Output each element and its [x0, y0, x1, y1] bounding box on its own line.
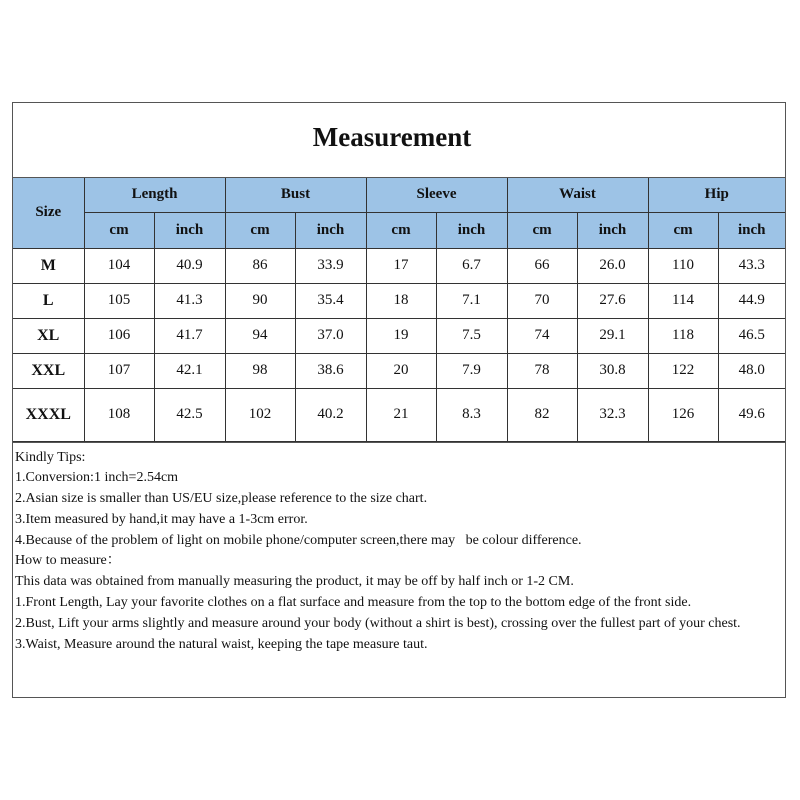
unit-header: inch [295, 212, 366, 248]
table-cell: 17 [366, 248, 436, 283]
table-cell: 41.7 [154, 318, 225, 353]
table-row [13, 318, 785, 353]
table-cell: 46.5 [718, 318, 785, 353]
tip-line: 1.Conversion:1 inch=2.54cm [15, 470, 179, 486]
table-cell: 30.8 [577, 353, 648, 388]
table-cell: 44.9 [718, 283, 785, 318]
group-header-waist: Waist [507, 178, 648, 212]
table-cell: 107 [84, 353, 154, 388]
group-header-length: Length [84, 178, 225, 212]
table-cell: 94 [225, 318, 295, 353]
table-row [13, 353, 785, 388]
size-label: XXL [13, 353, 84, 388]
size-label: M [13, 248, 84, 283]
table-cell: 43.3 [718, 248, 785, 283]
table-cell: 105 [84, 283, 154, 318]
table-cell: 110 [648, 248, 718, 283]
measure-heading: How to measure： [15, 553, 121, 569]
unit-header: cm [225, 212, 295, 248]
unit-header: cm [507, 212, 577, 248]
table-cell: 7.9 [436, 353, 507, 388]
table-cell: 90 [225, 283, 295, 318]
unit-header: cm [366, 212, 436, 248]
table-cell: 126 [648, 388, 718, 441]
table-cell: 18 [366, 283, 436, 318]
table-cell: 42.1 [154, 353, 225, 388]
table-cell: 19 [366, 318, 436, 353]
table-cell: 86 [225, 248, 295, 283]
measure-line: This data was obtained from manually measuring the product, it may be off by half inch or 1-2 CM. [15, 574, 574, 590]
table-cell: 27.6 [577, 283, 648, 318]
tip-line: 3.Item measured by hand,it may have a 1-3cm error. [15, 511, 308, 527]
tip-line: 2.Asian size is smaller than US/EU size,please reference to the size chart. [15, 491, 428, 507]
table-cell: 82 [507, 388, 577, 441]
table-cell: 106 [84, 318, 154, 353]
title-row [13, 103, 785, 178]
unit-header: inch [154, 212, 225, 248]
table-cell: 108 [84, 388, 154, 441]
table-cell: 20 [366, 353, 436, 388]
table-cell: 40.2 [295, 388, 366, 441]
table-cell: 70 [507, 283, 577, 318]
table-cell: 7.1 [436, 283, 507, 318]
tips-heading: Kindly Tips: [15, 449, 86, 465]
table-cell: 78 [507, 353, 577, 388]
chart-title: Measurement [312, 121, 472, 152]
unit-header: inch [436, 212, 507, 248]
table-cell: 40.9 [154, 248, 225, 283]
unit-header: cm [648, 212, 718, 248]
table-cell: 21 [366, 388, 436, 441]
size-table [13, 178, 785, 442]
table-cell: 29.1 [577, 318, 648, 353]
measure-line: 1.Front Length, Lay your favorite clothes on a flat surface and measure from the top to the bottom edge of the front side. [15, 595, 692, 611]
table-cell: 8.3 [436, 388, 507, 441]
unit-header: cm [84, 212, 154, 248]
table-cell: 66 [507, 248, 577, 283]
group-header-bust: Bust [225, 178, 366, 212]
table-cell: 41.3 [154, 283, 225, 318]
table-cell: 48.0 [718, 353, 785, 388]
table-cell: 49.6 [718, 388, 785, 441]
table-cell: 33.9 [295, 248, 366, 283]
tips-section [13, 442, 785, 656]
table-cell: 37.0 [295, 318, 366, 353]
table-cell: 118 [648, 318, 718, 353]
table-cell: 114 [648, 283, 718, 318]
measure-line: 3.Waist, Measure around the natural waist, keeping the tape measure taut. [15, 636, 428, 652]
table-cell: 98 [225, 353, 295, 388]
table-cell: 104 [84, 248, 154, 283]
table-cell: 7.5 [436, 318, 507, 353]
table-row [13, 388, 785, 441]
size-label: XL [13, 318, 84, 353]
size-label: XXXL [13, 388, 84, 441]
table-cell: 122 [648, 353, 718, 388]
table-cell: 74 [507, 318, 577, 353]
unit-header: inch [577, 212, 648, 248]
size-chart-sheet [12, 102, 786, 698]
table-cell: 26.0 [577, 248, 648, 283]
measure-line: 2.Bust, Lift your arms slightly and measure around your body (without a shirt is best), crossing over the fullest part of your chest. [15, 615, 741, 631]
table-cell: 42.5 [154, 388, 225, 441]
size-label: L [13, 283, 84, 318]
tip-line: 4.Because of the problem of light on mobile phone/computer screen,there may be colour difference. [15, 532, 582, 548]
group-header-hip: Hip [648, 178, 785, 212]
table-cell: 102 [225, 388, 295, 441]
table-row [13, 248, 785, 283]
table-cell: 32.3 [577, 388, 648, 441]
unit-header: inch [718, 212, 785, 248]
table-cell: 35.4 [295, 283, 366, 318]
table-cell: 38.6 [295, 353, 366, 388]
table-row [13, 283, 785, 318]
group-header-sleeve: Sleeve [366, 178, 507, 212]
size-column-header: Size [13, 178, 84, 248]
table-cell: 6.7 [436, 248, 507, 283]
